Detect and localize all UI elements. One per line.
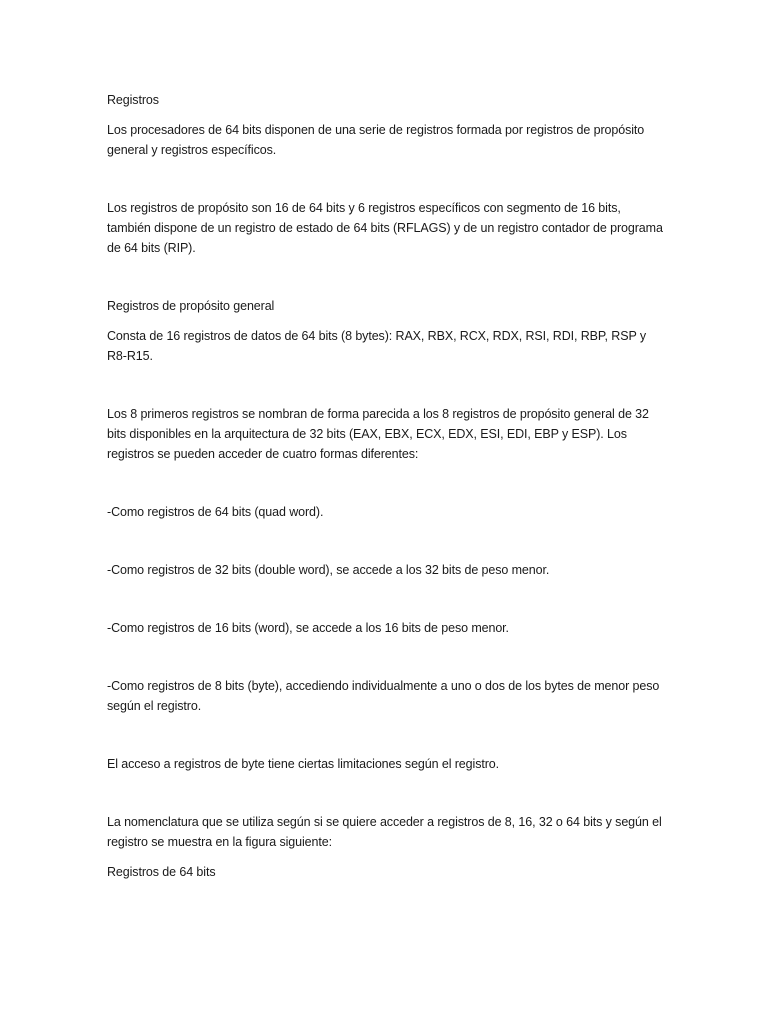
list-item-32-bits: -Como registros de 32 bits (double word), se accede a los 32 bits de peso menor. bbox=[107, 563, 550, 577]
paragraph-intro: Los procesadores de 64 bits disponen de una serie de registros formada por registros de propósito general y registros específicos. bbox=[107, 123, 645, 157]
paragraph-register-counts: Los registros de propósito son 16 de 64 bits y 6 registros específicos con segmento de 16 bits, también dispone de un registro de estado de 64 bits (RFLAGS) y de un registro contador de programa de 64 bits (RIP). bbox=[107, 201, 663, 255]
heading-general-purpose: Registros de propósito general bbox=[107, 299, 275, 313]
list-item-64-bits: -Como registros de 64 bits (quad word). bbox=[107, 505, 324, 519]
list-item-8-bits: -Como registros de 8 bits (byte), accediendo individualmente a uno o dos de los bytes de menor peso según el registro. bbox=[107, 679, 660, 713]
paragraph-data-registers: Consta de 16 registros de datos de 64 bits (8 bytes): RAX, RBX, RCX, RDX, RSI, RDI, RBP, RSP y R8-R15. bbox=[107, 329, 646, 363]
paragraph-first-eight: Los 8 primeros registros se nombran de forma parecida a los 8 registros de propósito general de 32 bits disponibles en la arquitectura de 32 bits (EAX, EBX, ECX, EDX, ESI, EDI, EBP y ESP). Los registros se pueden acceder de cuatro formas diferentes: bbox=[107, 407, 649, 461]
heading-registros: Registros bbox=[107, 93, 159, 107]
paragraph-byte-access: El acceso a registros de byte tiene ciertas limitaciones según el registro. bbox=[107, 757, 500, 771]
document-body bbox=[107, 90, 667, 882]
paragraph-nomenclature: La nomenclatura que se utiliza según si se quiere acceder a registros de 8, 16, 32 o 64 bits y según el registro se muestra en la figura siguiente: bbox=[107, 815, 662, 849]
list-item-16-bits: -Como registros de 16 bits (word), se accede a los 16 bits de peso menor. bbox=[107, 621, 509, 635]
heading-64-bit-registers: Registros de 64 bits bbox=[107, 865, 216, 879]
